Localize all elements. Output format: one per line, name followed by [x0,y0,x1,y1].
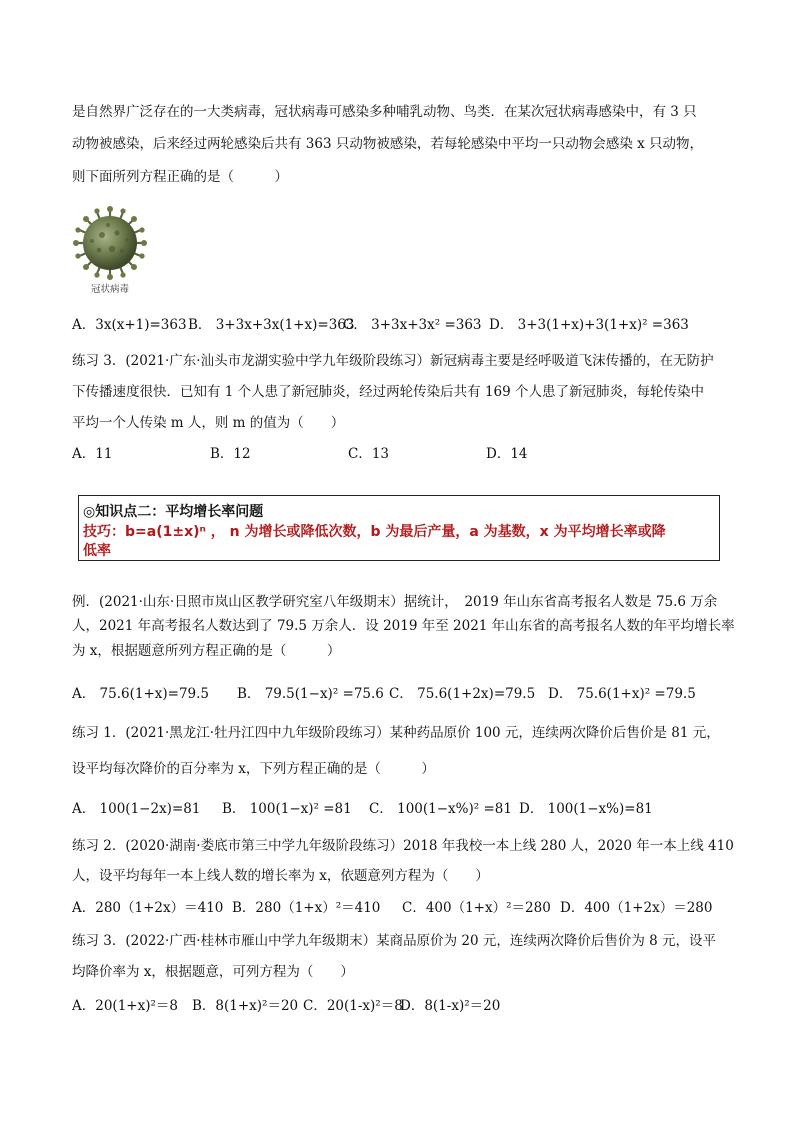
question-text: 平均一个人传染 m 人，则 m 的值为（ ） [72,415,345,431]
option-b: B．8(1+x)²＝20 [192,998,299,1014]
question-text: 练习 3．(2022·广西·桂林市雁山中学九年级期末）某商品原价为 20 元，连续两次降价后售价为 8 元，设平 [72,933,717,949]
option-a: A． 100(1−2x)=81 [72,801,201,817]
option-b: B．12 [210,446,251,462]
question-text: 例．(2021·山东·日照市岚山区教学研究室八年级期末）据统计， 2019 年山东省高考报名人数是 75.6 万余 [72,594,718,610]
option-d: D．400（1+2x）＝280 [560,900,713,916]
coronavirus-image [72,205,148,281]
question-text: 人，设平均每年一本上线人数的增长率为 x，依题意列方程为（ ） [72,868,489,884]
option-d: D． 3+3(1+x)+3(1+x)² =363 [489,317,689,333]
option-d: D． 100(1−x%)=81 [519,801,653,817]
option-c: C． 75.6(1+2x)=79.5 [389,686,536,702]
question-text: 动物被感染，后来经过两轮感染后共有 363 只动物被感染，若每轮感染中平均一只动物会感染 x 只动物， [72,136,704,152]
question-text: 为 x，根据题意所列方程正确的是（ ） [72,643,341,659]
coronavirus-figure [72,205,148,297]
question-text: 人，2021 年高考报名人数达到了 79.5 万余人．设 2019 年至 2021 年山东省的高考报名人数的年平均增长率 [72,618,735,634]
question-text: 下传播速度很快．已知有 1 个人患了新冠肺炎，经过两轮传染后共有 169 个人患了新冠肺炎，每轮传染中 [72,384,705,400]
question-text: 则下面所列方程正确的是（ ） [72,169,288,185]
question-text: 练习 3．(2021·广东·汕头市龙湖实验中学九年级阶段练习）新冠病毒主要是经呼吸道飞沫传播的，在无防护 [72,353,714,369]
option-a: A．20(1+x)²＝8 [72,998,178,1014]
option-c: C．20(1-x)²＝8 [303,998,403,1014]
knowledge-tip: 技巧：b=a(1±x)ⁿ ， n 为增长或降低次数，b 为最后产量，a 为基数，x 为平均增长率或降 [83,524,666,540]
question-text: 练习 2．(2020·湖南·娄底市第三中学九年级阶段练习）2018 年我校一本上线 280 人，2020 年一本上线 410 [72,838,734,854]
option-b: B． 79.5(1−x)² =75.6 [237,686,384,702]
option-a: A．280（1+2x）＝410 [72,900,224,916]
question-text: 均降价率为 x，根据题意，可列方程为（ ） [72,964,354,980]
option-d: D． 75.6(1+x)² =79.5 [548,686,696,702]
option-d: D．14 [486,446,528,462]
option-c: C． 100(1−x%)² =81 [369,801,512,817]
option-a: A．11 [72,446,113,462]
option-c: C．400（1+x）²＝280 [402,900,551,916]
question-text: 设平均每次降价的百分率为 x，下列方程正确的是（ ） [72,761,435,777]
option-a: A． 75.6(1+x)=79.5 [72,686,210,702]
question-text: 是自然界广泛存在的一大类病毒，冠状病毒可感染多种哺乳动物、鸟类．在某次冠状病毒感染中，有 3 只 [72,104,697,120]
option-d: D．8(1-x)²＝20 [400,998,501,1014]
option-c: C．13 [348,446,390,462]
option-b: B． 100(1−x)² =81 [222,801,352,817]
option-a: A．3x(x+1)=363 [72,317,187,333]
option-b: B． 3+3x+3x(1+x)=363 [188,317,355,333]
question-text: 练习 1．(2021·黑龙江·牡丹江四中九年级阶段练习）某种药品原价 100 元，连续两次降价后售价是 81 元， [72,725,720,741]
knowledge-tip: 低率 [83,543,111,559]
option-c: C． 3+3x+3x² =363 [343,317,482,333]
knowledge-box [78,495,720,561]
knowledge-title: ◎知识点二：平均增长率问题 [83,504,264,520]
image-caption: 冠状病毒 [90,284,129,295]
option-b: B．280（1+x）²＝410 [232,900,381,916]
